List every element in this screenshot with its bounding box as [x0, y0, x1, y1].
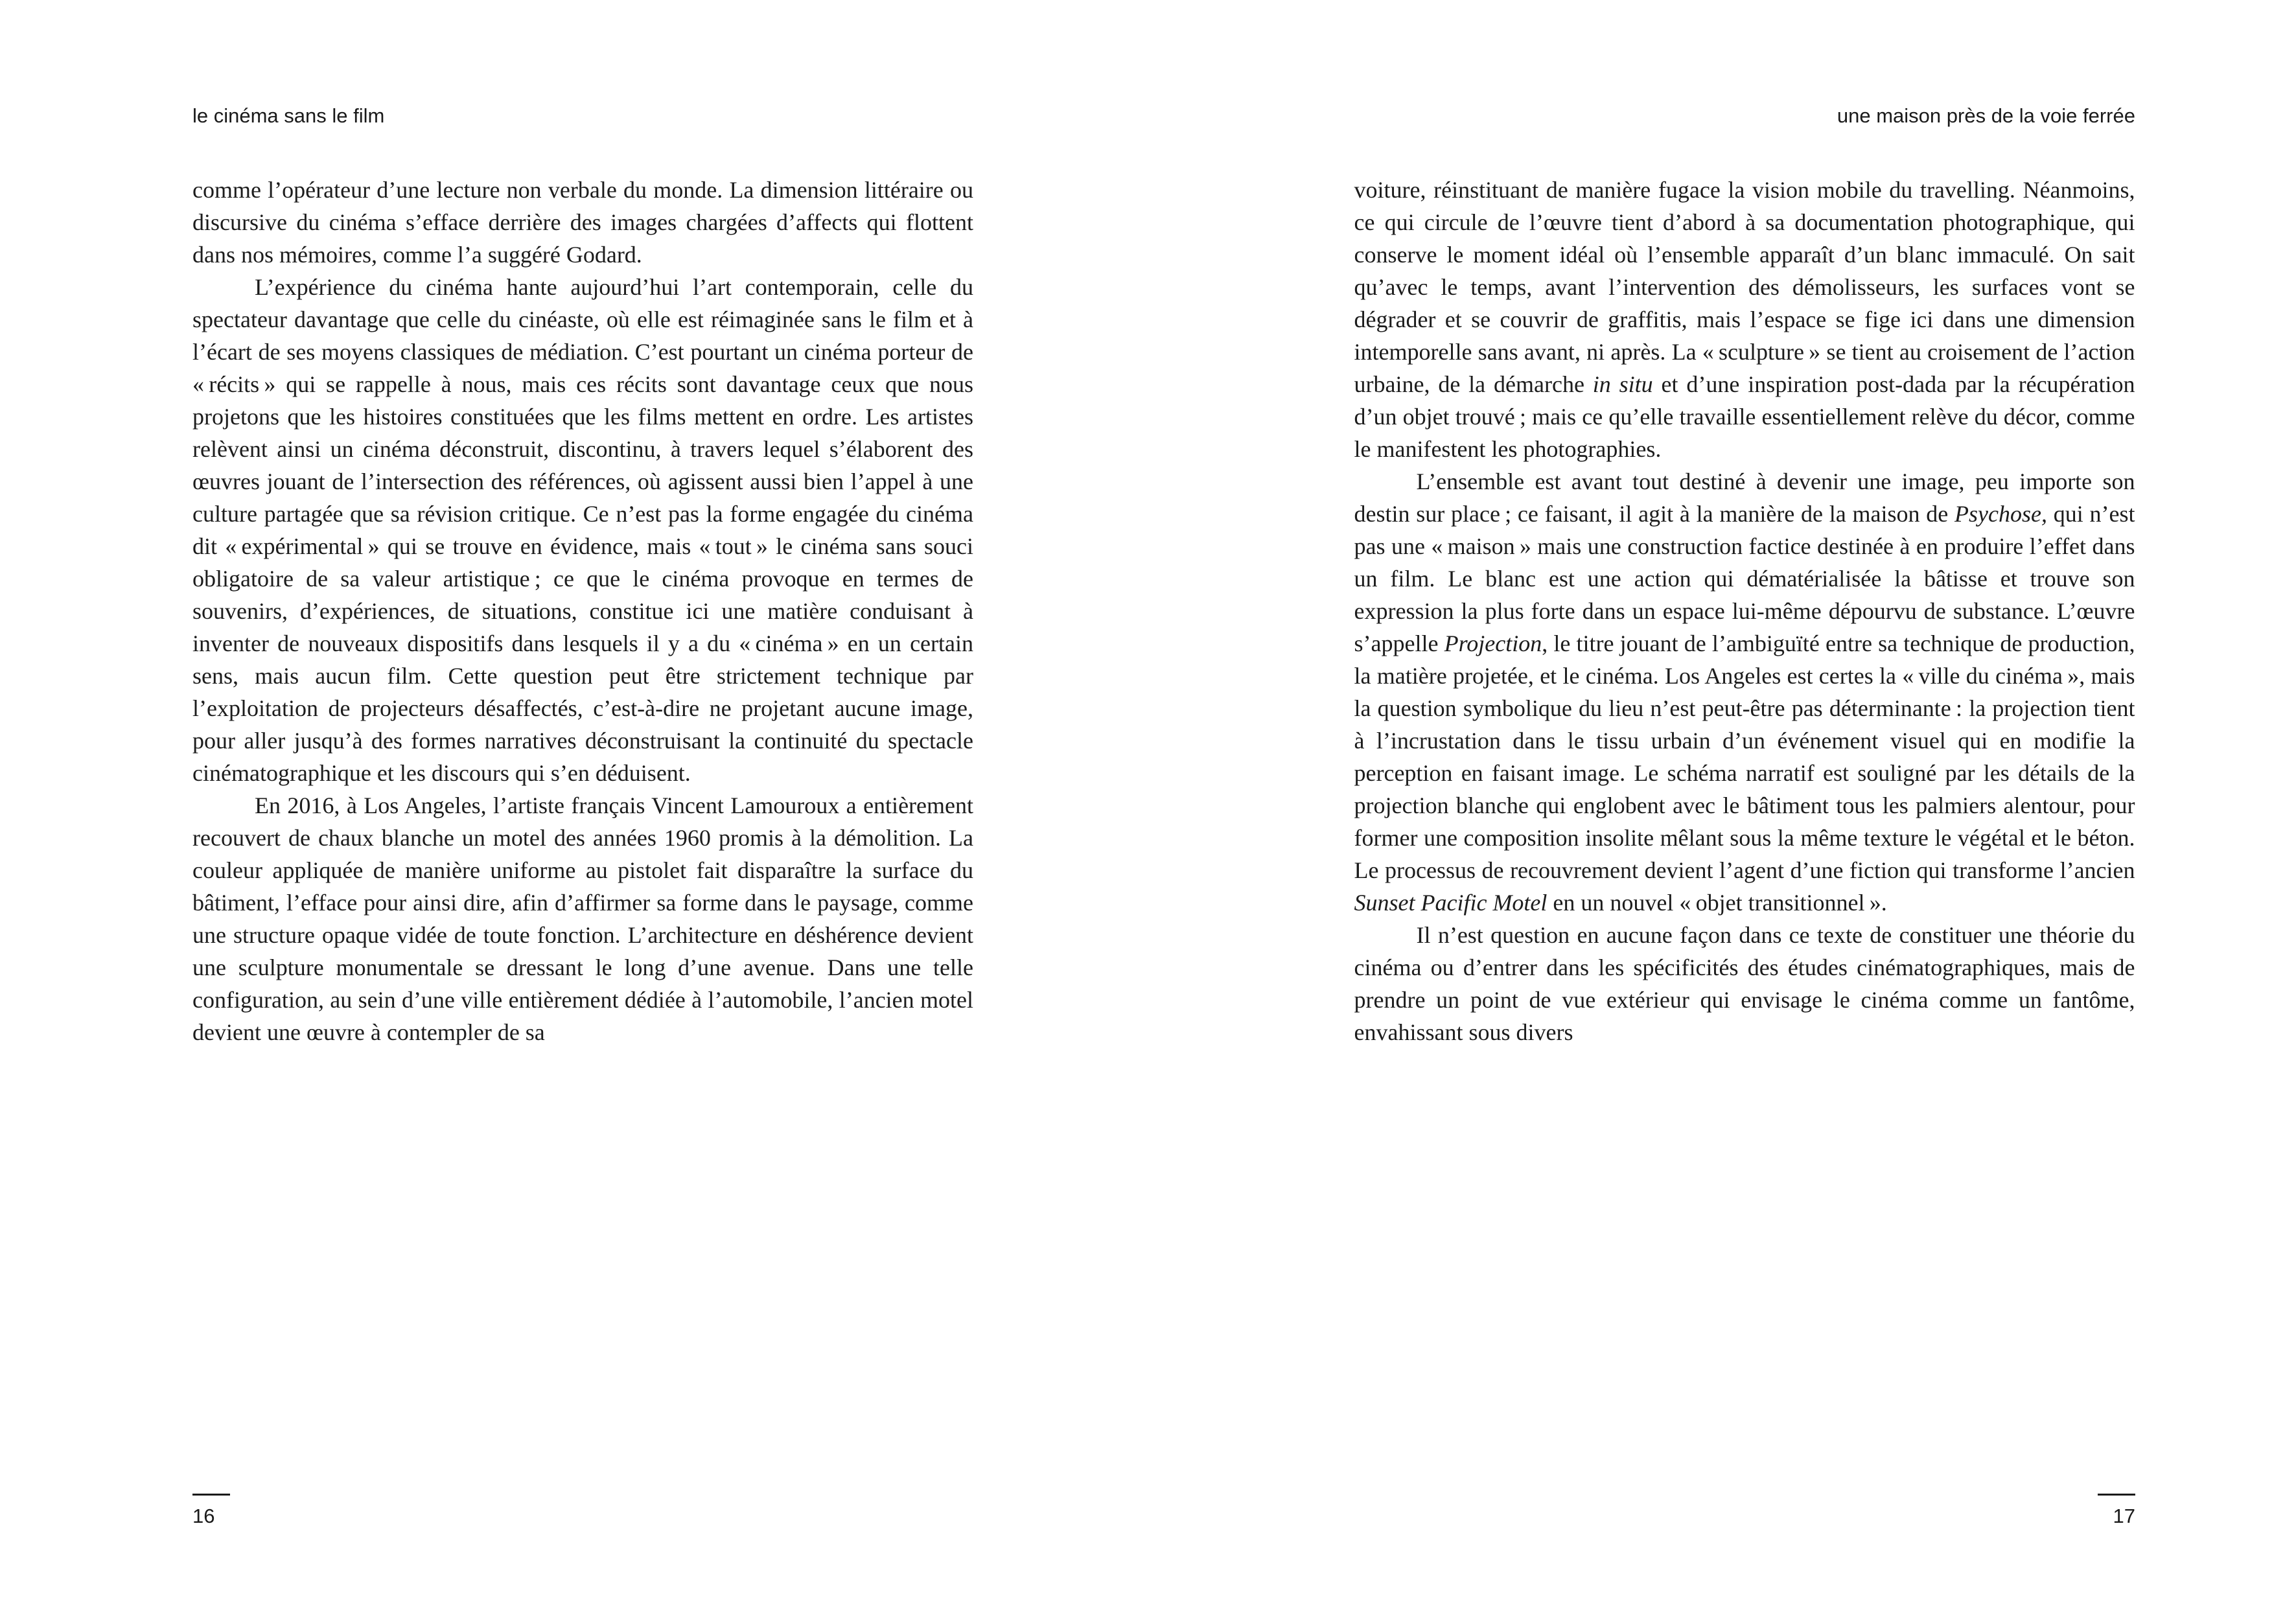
text-run: comme l’opérateur d’une lecture non verbale du monde. La dimension littéraire ou discursive du cinéma s’efface derrière des images chargées d’affects qui flottent dans nos mémoires, comme l’a suggéré Godard.: [192, 177, 973, 268]
paragraph: [1354, 174, 2135, 465]
running-header-right: une maison près de la voie ferrée: [1837, 104, 2135, 127]
page-footer-right: [2098, 1494, 2135, 1528]
text-column-right: [1354, 174, 2135, 1048]
italic-text-run: in situ: [1592, 371, 1653, 397]
footer-rule-right: [2098, 1494, 2135, 1496]
page-footer-left: [192, 1494, 230, 1528]
paragraph: [192, 789, 973, 1048]
text-run: , le titre jouant de l’ambiguïté entre sa technique de production, la matière projetée, et le cinéma. Los Angeles est certes la « ville du cinéma », mais la question symbolique du lieu n’est peut-être pas déterminante : la projection tient à l’incrustation dans le tissu urbain d’un événement visuel qui en modifie la perception en faisant image. Le schéma narratif est souligné par les détails de la projection blanche qui englobent avec le bâtiment tous les palmiers alentour, pour former une composition insolite mêlant sous la même texture le végétal et le béton. Le processus de recouvrement devient l’agent d’une fiction qui transforme l’ancien: [1354, 630, 2135, 883]
running-header-left: le cinéma sans le film: [192, 104, 385, 127]
footer-rule-left: [192, 1494, 230, 1496]
text-run: L’expérience du cinéma hante aujourd’hui l’art contemporain, celle du spectateur davantage que celle du cinéaste, où elle est réimaginée sans le film et à l’écart de ses moyens classiques de médiation. C’est pourtant un cinéma porteur de « récits » qui se rappelle à nous, mais ces récits sont davantage ceux que nous projetons que les histoires constituées que les films mettent en ordre. Les artistes relèvent ainsi un cinéma déconstruit, discontinu, à travers lequel s’élaborent des œuvres jouant de l’intersection des références, où agissent aussi bien l’appel à une culture partagée que sa révision critique. Ce n’est pas la forme engagée du cinéma dit « expérimental » qui se trouve en évidence, mais « tout » le cinéma sans souci obligatoire de sa valeur artistique ; ce que le cinéma provoque en termes de souvenirs, d’expériences, de situations, constitue ici une matière conduisant à inventer de nouveaux dispositifs dans lesquels il y a du « cinéma » en un certain sens, mais aucun film. Cette question peut être strictement technique par l’exploitation de projecteurs désaffectés, c’est-à-dire ne projetant aucune image, pour aller jusqu’à des formes narratives déconstruisant la continuité du spectacle cinématographique et les discours qui s’en déduisent.: [192, 274, 973, 786]
text-run: voiture, réinstituant de manière fugace la vision mobile du travelling. Néanmoins, ce qui circule de l’œuvre tient d’abord à sa documentation photographique, qui conserve le moment idéal où l’ensemble apparaît d’un blanc immaculé. On sait qu’avec le temps, avant l’intervention des démolisseurs, les surfaces vont se dégrader et se couvrir de graffitis, mais l’espace se fige ici dans une dimension intemporelle sans avant, ni après. La « sculpture » se tient au croisement de l’action urbaine, de la démarche: [1354, 177, 2135, 397]
italic-text-run: Sunset Pacific Motel: [1354, 890, 1548, 916]
italic-text-run: Projection: [1444, 630, 1542, 656]
text-column-left: [192, 174, 973, 1048]
text-run: et d’une inspiration post-dada par la récupération d’un objet trouvé ; mais ce qu’elle travaille essentiellement relève du décor, comme le manifestent les photographies.: [1354, 371, 2135, 462]
page-right: [1148, 0, 2296, 1607]
text-run: En 2016, à Los Angeles, l’artiste français Vincent Lamouroux a entièrement recouvert de chaux blanche un motel des années 1960 promis à la démolition. La couleur appliquée de manière uniforme au pistolet fait disparaître la surface du bâtiment, l’efface pour ainsi dire, afin d’affirmer sa forme dans le paysage, comme une structure opaque vidée de toute fonction. L’architecture en déshérence devient une sculpture monumentale se dressant le long d’une avenue. Dans une telle configuration, au sein d’une ville entièrement dédiée à l’automobile, l’ancien motel devient une œuvre à contempler de sa: [192, 792, 973, 1045]
page-number-right: 17: [2113, 1505, 2135, 1527]
page-number-left: 16: [192, 1505, 215, 1527]
paragraph: [192, 174, 973, 271]
paragraph: [1354, 919, 2135, 1048]
paragraph: [1354, 465, 2135, 919]
text-run: en un nouvel « objet transitionnel ».: [1547, 890, 1887, 916]
text-run: qui n’est pas une « maison » mais une construction factice destinée à en produire l’effet dans un film. Le blanc est une action qui dématérialisée la bâtisse et trouve son expression la plus forte dans un espace lui-même dépourvu de substance. L’œuvre s’appelle: [1354, 501, 2135, 656]
paragraph: [192, 271, 973, 789]
text-run: Il n’est question en aucune façon dans ce texte de constituer une théorie du cinéma ou d’entrer dans les spécificités des études cinématographiques, mais de prendre un point de vue extérieur qui envisage le cinéma comme un fantôme, envahissant sous divers: [1354, 922, 2135, 1045]
text-run: L’ensemble est avant tout destiné à devenir une image, peu importe son destin sur place ; ce faisant, il agit à la manière de la maison de: [1354, 468, 2135, 527]
italic-text-run: Psychose,: [1954, 501, 2047, 527]
